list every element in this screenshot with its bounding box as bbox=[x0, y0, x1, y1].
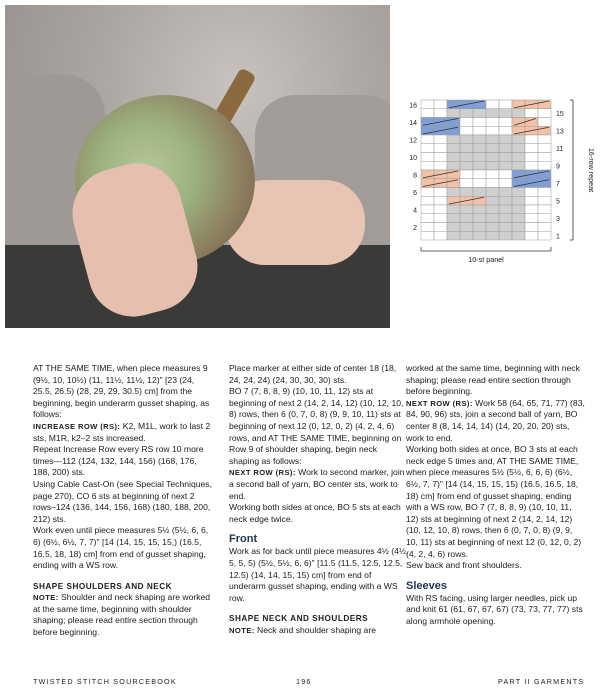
note-label: NOTE: bbox=[229, 625, 255, 635]
chart-cell bbox=[473, 109, 486, 118]
chart-cell bbox=[434, 109, 447, 118]
col1-para-gusset: AT THE SAME TIME, when piece measures 9 (9½, 10, 10½) (11, 11½, 11½, 12)" [23 (24, 25.5, 26.5) (28, 29, 29, 30.5) cm] from the beginning, begin underarm gusset shaping, as follows: bbox=[33, 363, 210, 420]
chart-cell bbox=[460, 126, 473, 135]
sleeves-text: With RS facing, using larger needles, pick up and knit 61 (61, 67, 67, 67) (73, 73, 77, 77) sts along armhole opening. bbox=[406, 592, 583, 626]
chart-row-number-right: 11 bbox=[556, 146, 564, 153]
panel-label: 10-st panel bbox=[468, 255, 504, 264]
footer-page-number: 196 bbox=[296, 677, 312, 686]
chart-row-number-right: 7 bbox=[556, 181, 560, 188]
chart-row-number-right: 13 bbox=[556, 128, 564, 136]
chart-cell bbox=[421, 100, 434, 109]
col2-para-bind-off: BO 7 (7, 8, 8, 9) (10, 10, 11, 12) sts at beginning of next 2 (14, 2, 14, 12) (10, 12, 10, 8) rows, then 6 (0, 7, 0, 8) (9, 9, 10, 11) sts at beginning of next 12 (0, 12, 0, 2) (4, 2, 4, 6) rows, and AT THE SAME TIME, beginning on Row 9 of shoulder shaping, begin neck shaping as follows: bbox=[229, 386, 404, 466]
chart-cell bbox=[421, 135, 434, 144]
chart-cell bbox=[525, 161, 538, 170]
chart-cell bbox=[499, 231, 512, 240]
chart-cell bbox=[447, 109, 460, 118]
next-row-text: Work to second marker, join a second ball of yarn, BO center sts, work to end. bbox=[229, 467, 405, 501]
col1-para-cast-on: Using Cable Cast-On (see Special Techniques, page 270), CO 6 sts at beginning of next 2 rows–124 (136, 144, 156, 168) (180, 188, 200, 212) sts. bbox=[33, 478, 212, 524]
chart-cell bbox=[421, 231, 434, 240]
chart-cell bbox=[525, 231, 538, 240]
chart-cell bbox=[460, 161, 473, 170]
chart-cell bbox=[421, 223, 434, 232]
chart-row-number-left: 2 bbox=[413, 224, 417, 232]
chart-cell bbox=[434, 205, 447, 214]
chart-cell bbox=[473, 153, 486, 162]
chart-cell bbox=[460, 135, 473, 144]
chart-cell bbox=[486, 205, 499, 214]
chart-cell bbox=[486, 231, 499, 240]
increase-row-label: INCREASE ROW (RS): bbox=[33, 421, 121, 431]
front-text: Work as for back until piece measures 4½ (4½, 5, 5, 5) (5½, 5½, 6, 6)" [11.5 (11.5, 12.5, 12.5, 12.5) (14, 14, 15, 15) cm] from end of underarm gusset shaping, ending with a WS row. bbox=[229, 546, 409, 603]
next-row-label: NEXT ROW (RS): bbox=[229, 468, 296, 478]
chart-cell bbox=[486, 144, 499, 153]
chart-cell bbox=[473, 205, 486, 214]
chart-row-number-right: 5 bbox=[556, 198, 560, 206]
chart-cell bbox=[447, 144, 460, 153]
repeat-label: 16-row repeat bbox=[587, 147, 596, 193]
chart-cell bbox=[538, 161, 551, 170]
chart-cell bbox=[460, 188, 473, 197]
chart-cell bbox=[499, 135, 512, 144]
note-text: Neck and shoulder shaping are bbox=[254, 624, 376, 635]
chart-cell bbox=[460, 214, 473, 223]
chart-cell bbox=[434, 100, 447, 109]
sleeves-heading: Sleeves bbox=[406, 579, 447, 592]
chart-cell bbox=[421, 153, 434, 162]
chart-cell bbox=[460, 118, 473, 127]
col1-increase-row bbox=[33, 421, 213, 444]
chart-cell bbox=[473, 161, 486, 170]
chart-cell bbox=[434, 214, 447, 223]
text-column-2 bbox=[229, 363, 409, 636]
col3-next-row bbox=[406, 398, 586, 444]
chart-cell bbox=[525, 214, 538, 223]
chart-row-number-left: 10 bbox=[409, 154, 417, 162]
chart-cell bbox=[434, 153, 447, 162]
chart-cell bbox=[499, 223, 512, 232]
footer-book-title: TWISTED STITCH SOURCEBOOK bbox=[33, 677, 177, 686]
next-row-text: Work 58 (64, 65, 71, 77) (83, 84, 90, 96) sts, join a second ball of yarn, BO center 8 (8, 14, 14, 14) (14, 20, 20, 20) sts, work to end. bbox=[406, 397, 585, 443]
chart-cell bbox=[434, 135, 447, 144]
stitch-chart-svg bbox=[395, 90, 605, 280]
chart-cell bbox=[512, 135, 525, 144]
col1-para-work-even: Work even until piece measures 5½ (5½, 6, 6, 6) (6½, 6½, 7, 7)" [14 (14, 15, 15, 15,) (16.5, 16.5, 18, 18) cm] from end of gusset shaping, ending with a WS row. bbox=[33, 525, 209, 571]
chart-row-number-left: 8 bbox=[413, 172, 417, 180]
col2-note bbox=[229, 625, 409, 637]
chart-cell bbox=[538, 223, 551, 232]
chart-cell bbox=[421, 205, 434, 214]
chart-cell bbox=[460, 231, 473, 240]
chart-cell bbox=[499, 109, 512, 118]
text-column-1 bbox=[33, 363, 213, 639]
chart-cell bbox=[538, 118, 551, 127]
chart-row-number-left: 4 bbox=[413, 207, 417, 215]
chart-cell bbox=[486, 109, 499, 118]
col3-para-sew: Sew back and front shoulders. bbox=[406, 560, 522, 571]
stitch-chart bbox=[395, 90, 605, 280]
col1-note bbox=[33, 592, 213, 638]
chart-cell bbox=[499, 205, 512, 214]
chart-cell bbox=[473, 231, 486, 240]
chart-cell bbox=[486, 161, 499, 170]
chart-row-number-left: 6 bbox=[413, 189, 417, 197]
chart-cell bbox=[421, 109, 434, 118]
chart-cell bbox=[473, 214, 486, 223]
chart-cell bbox=[499, 118, 512, 127]
chart-cell bbox=[434, 196, 447, 205]
chart-cell bbox=[512, 205, 525, 214]
chart-cell bbox=[447, 205, 460, 214]
chart-cell bbox=[447, 231, 460, 240]
next-row-label: NEXT ROW (RS): bbox=[406, 398, 473, 408]
chart-cell bbox=[538, 196, 551, 205]
chart-cell bbox=[460, 223, 473, 232]
chart-cell bbox=[473, 135, 486, 144]
chart-cell bbox=[486, 118, 499, 127]
footer-section: PART II GARMENTS bbox=[498, 677, 585, 686]
chart-cell bbox=[421, 188, 434, 197]
chart-cell bbox=[447, 161, 460, 170]
chart-cell bbox=[512, 153, 525, 162]
chart-cell bbox=[486, 196, 499, 205]
chart-cell bbox=[473, 223, 486, 232]
chart-cell bbox=[421, 161, 434, 170]
chart-cell bbox=[499, 179, 512, 188]
chart-cell bbox=[447, 153, 460, 162]
chart-cell bbox=[486, 179, 499, 188]
chart-cell bbox=[512, 214, 525, 223]
chart-cell bbox=[499, 126, 512, 135]
chart-cell bbox=[447, 135, 460, 144]
chart-cell bbox=[486, 188, 499, 197]
chart-row-number-left: 14 bbox=[409, 119, 417, 127]
chart-cell bbox=[499, 153, 512, 162]
chart-row-number-right: 15 bbox=[556, 111, 564, 118]
chart-cell bbox=[473, 170, 486, 179]
chart-cell bbox=[460, 109, 473, 118]
chart-cell bbox=[512, 161, 525, 170]
chart-cell bbox=[447, 188, 460, 197]
col2-next-row bbox=[229, 467, 409, 502]
chart-cell bbox=[460, 170, 473, 179]
chart-row-number-right: 3 bbox=[556, 216, 560, 223]
chart-row-number-left: 12 bbox=[409, 137, 417, 145]
chart-cell bbox=[434, 188, 447, 197]
chart-cell bbox=[486, 100, 499, 109]
col1-para-repeat: Repeat Increase Row every RS row 10 more times—112 (124, 132, 144, 156) (168, 176, 188, 200) sts. bbox=[33, 444, 204, 478]
chart-cell bbox=[460, 179, 473, 188]
chart-cell bbox=[473, 126, 486, 135]
chart-cell bbox=[525, 205, 538, 214]
chart-cell bbox=[421, 214, 434, 223]
chart-cell bbox=[538, 144, 551, 153]
chart-cell bbox=[538, 231, 551, 240]
chart-cell bbox=[538, 188, 551, 197]
chart-cell bbox=[460, 153, 473, 162]
chart-cell bbox=[486, 126, 499, 135]
chart-cell bbox=[447, 214, 460, 223]
col2-para-marker: Place marker at either side of center 18 (18, 24, 24, 24) (24, 30, 30, 30) sts. bbox=[229, 363, 397, 385]
chart-cell bbox=[434, 144, 447, 153]
chart-cell bbox=[473, 179, 486, 188]
chart-cell bbox=[486, 170, 499, 179]
chart-cell bbox=[538, 153, 551, 162]
chart-cell bbox=[512, 223, 525, 232]
chart-cell bbox=[525, 188, 538, 197]
chart-cell bbox=[434, 161, 447, 170]
chart-cell bbox=[538, 214, 551, 223]
chart-cell bbox=[525, 223, 538, 232]
chart-cell bbox=[499, 100, 512, 109]
note-label: NOTE: bbox=[33, 593, 59, 603]
chart-cell bbox=[538, 135, 551, 144]
chart-cell bbox=[512, 109, 525, 118]
chart-cell bbox=[525, 153, 538, 162]
chart-cell bbox=[525, 144, 538, 153]
chart-cell bbox=[434, 223, 447, 232]
chart-cell bbox=[486, 135, 499, 144]
chart-cell bbox=[447, 223, 460, 232]
increase-row-text: K2, M1L, work to last 2 sts, M1R, k2–2 sts increased. bbox=[33, 420, 211, 443]
col2-para-both-sides: Working both sides at once, BO 5 sts at each neck edge twice. bbox=[229, 502, 401, 524]
chart-cell bbox=[538, 205, 551, 214]
chart-cell bbox=[486, 153, 499, 162]
chart-row-number-left: 16 bbox=[409, 102, 417, 110]
chart-cell bbox=[486, 214, 499, 223]
chart-cell bbox=[525, 196, 538, 205]
chart-cell bbox=[499, 188, 512, 197]
chart-cell bbox=[486, 223, 499, 232]
chart-row-number-right: 9 bbox=[556, 163, 560, 171]
chart-cell bbox=[538, 109, 551, 118]
text-column-3 bbox=[406, 363, 586, 627]
chart-cell bbox=[499, 144, 512, 153]
chart-cell bbox=[473, 188, 486, 197]
shape-shoulders-neck-heading: SHAPE SHOULDERS AND NECK bbox=[33, 581, 173, 591]
col3-para-continued: worked at the same time, beginning with neck shaping; please read entire section through before beginning. bbox=[406, 363, 580, 397]
front-heading: Front bbox=[229, 533, 258, 546]
chart-cell bbox=[499, 196, 512, 205]
chart-cell bbox=[421, 144, 434, 153]
note-text: Shoulder and neck shaping are worked at the same time, beginning with shoulder shaping; please read entire section through before beginning. bbox=[33, 592, 211, 638]
chart-cell bbox=[512, 196, 525, 205]
chart-cell bbox=[499, 170, 512, 179]
shape-neck-shoulders-heading: SHAPE NECK AND SHOULDERS bbox=[229, 614, 369, 624]
chart-cell bbox=[473, 118, 486, 127]
chart-cell bbox=[512, 231, 525, 240]
chart-cell bbox=[499, 214, 512, 223]
chart-cell bbox=[421, 196, 434, 205]
chart-cell bbox=[525, 109, 538, 118]
col3-para-both-sides: Working both sides at once, BO 3 sts at each neck edge 5 times and, AT THE SAME TIME, when piece measures 5½ (5½, 6, 6, 6) (6½, 6½, 7, 7)" [14 (14, 15, 15, 15) (16.5, 16.5, 18, 18) cm] from end of gusset shaping, ending with a WS row, BO 7 (7, 8, 8, 9) (10, 10, 11, 12) sts at beginning of next 2 (14, 2, 14, 12) (10, 12, 10, 8) rows, then 6 (0, 7, 0, 8) (9, 9, 10, 11) sts at beginning of next 12 (0, 12, 0, 2) (4, 2, 4, 6) rows. bbox=[406, 444, 582, 559]
chart-cell bbox=[512, 144, 525, 153]
chart-cell bbox=[460, 144, 473, 153]
chart-cell bbox=[525, 135, 538, 144]
chart-cell bbox=[473, 144, 486, 153]
chart-cell bbox=[499, 161, 512, 170]
knit-sweater-photo bbox=[5, 5, 390, 328]
chart-cell bbox=[434, 231, 447, 240]
chart-cell bbox=[460, 205, 473, 214]
chart-row-number-right: 1 bbox=[556, 233, 560, 241]
chart-cell bbox=[512, 188, 525, 197]
